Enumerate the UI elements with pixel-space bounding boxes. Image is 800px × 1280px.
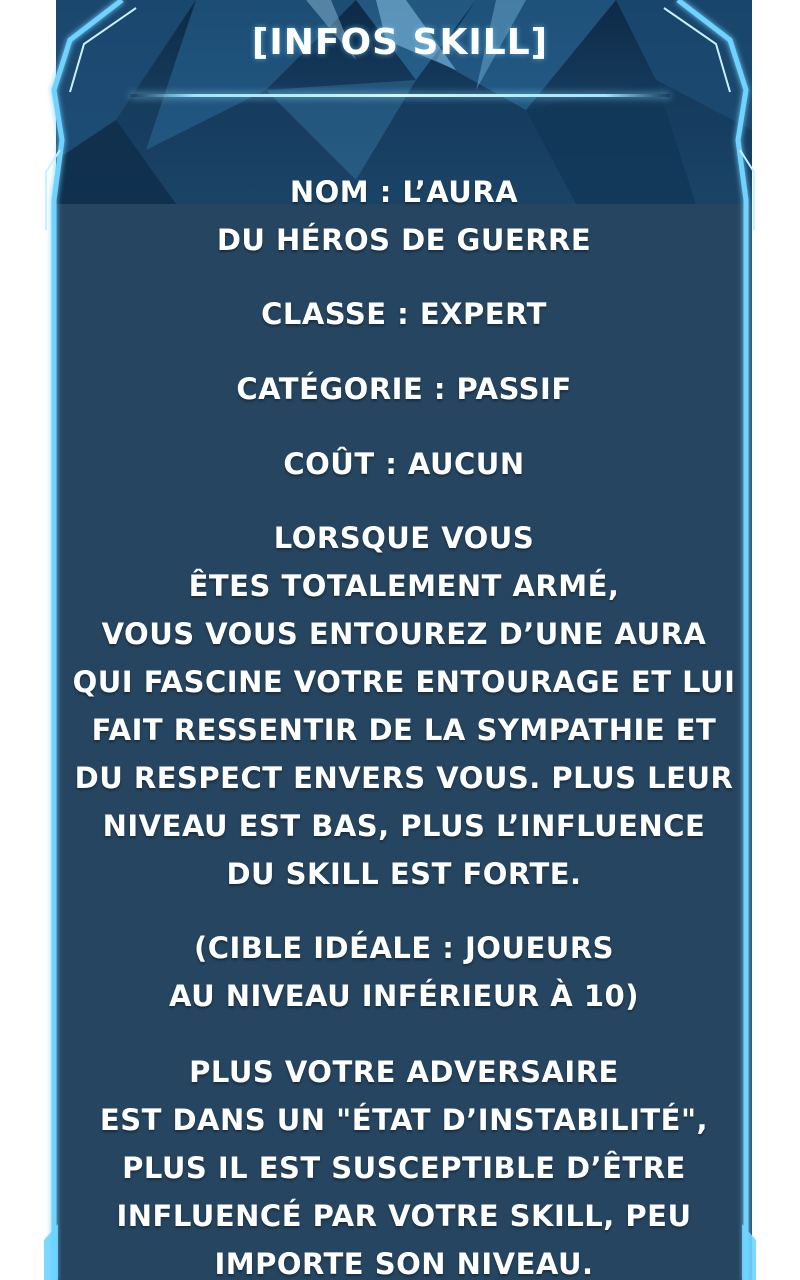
skill-class <box>56 290 752 338</box>
skill-target <box>56 924 752 1020</box>
target-line: AU NIVEAU INFÉRIEUR À 10) <box>169 979 639 1013</box>
target-line: (CIBLE IDÉALE : JOUEURS <box>193 931 615 965</box>
skill-name <box>56 168 752 264</box>
extra-effect-line: EST DANS UN "ÉTAT D’INSTABILITÉ", <box>99 1103 709 1137</box>
skill-cost-line: COÛT : AUCUN <box>283 447 525 481</box>
title-divider <box>130 94 670 97</box>
skill-extra-effect <box>56 1048 752 1280</box>
description-line: FAIT RESSENTIR DE LA SYMPATHIE ET <box>91 713 717 747</box>
skill-category <box>56 365 752 413</box>
right-margin <box>752 0 800 1280</box>
skill-category-line: CATÉGORIE : PASSIF <box>236 372 572 406</box>
skill-name-line: DU HÉROS DE GUERRE <box>216 223 592 257</box>
description-line: VOUS VOUS ENTOUREZ D’UNE AURA <box>101 617 707 651</box>
extra-effect-line: PLUS VOTRE ADVERSAIRE <box>189 1055 619 1089</box>
description-line: ÊTES TOTALEMENT ARMÉ, <box>188 569 620 603</box>
skill-class-line: CLASSE : EXPERT <box>261 297 547 331</box>
left-margin <box>0 0 56 1280</box>
panel-title: [INFOS SKILL] <box>251 22 549 63</box>
extra-effect-line: IMPORTE SON NIVEAU. <box>214 1247 594 1280</box>
skill-cost <box>56 440 752 488</box>
description-line: DU SKILL EST FORTE. <box>226 857 582 891</box>
skill-name-line: NOM : L’AURA <box>289 175 519 209</box>
description-line: QUI FASCINE VOTRE ENTOURAGE ET LUI <box>72 665 736 699</box>
description-line: NIVEAU EST BAS, PLUS L’INFLUENCE <box>102 809 706 843</box>
extra-effect-line: PLUS IL EST SUSCEPTIBLE D’ÊTRE <box>122 1151 686 1185</box>
extra-effect-line: INFLUENCÉ PAR VOTRE SKILL, PEU <box>116 1199 692 1233</box>
description-line: DU RESPECT ENVERS VOUS. PLUS LEUR <box>74 761 734 795</box>
description-line: LORSQUE VOUS <box>273 521 535 555</box>
skill-description <box>56 514 752 898</box>
